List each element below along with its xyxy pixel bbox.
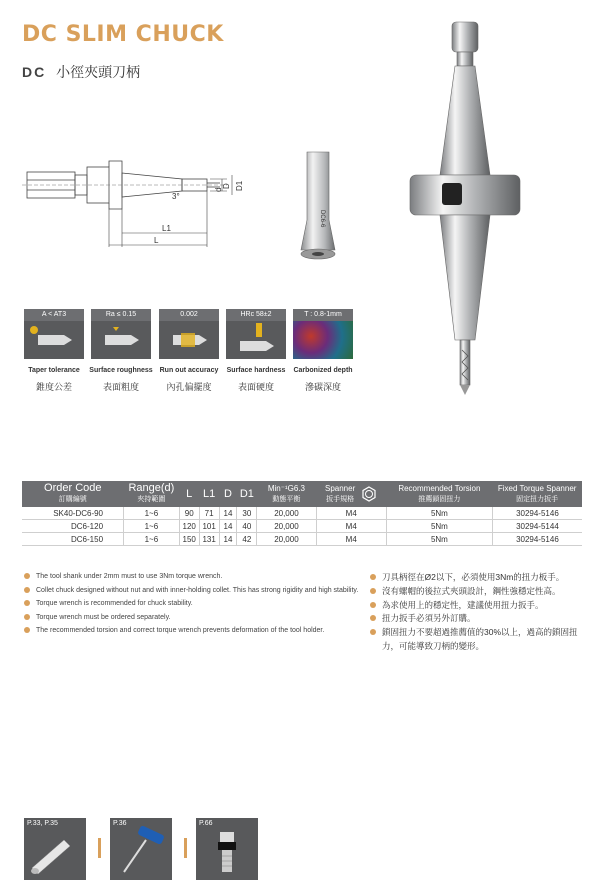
collet-icon [24,818,86,880]
cell-L1: 131 [199,533,219,546]
page-title: DC SLIM CHUCK [22,22,224,47]
cell-spanner: M4 [316,520,386,533]
feature-en-label: Surface roughness [89,367,153,374]
feature-image [24,321,84,359]
cell-L: 150 [179,533,199,546]
cell-fixed: 30294-5146 [492,533,582,546]
cell-torsion: 5Nm [386,533,492,546]
cell-D1: 42 [237,533,257,546]
col-D1: D1 [237,481,257,507]
dim-angle-label: 3° [172,192,180,201]
feature-surface-hardness [226,309,286,359]
accessory-page-ref: P.33, P.35 [27,820,58,827]
note-item: 沒有螺帽的後拉式夾頭設計，鋼性強穩定性高。 [370,585,585,599]
cell-D: 14 [219,520,237,533]
feature-zh-label: 錐度公差 [35,382,72,392]
feature-en-label: Taper tolerance [28,367,80,374]
feature-en-label: Run out accuracy [159,367,219,374]
cell-L1: 101 [199,520,219,533]
spec-table [22,481,582,546]
col-fixed-torque: Fixed Torque Spanner 固定扭力扳手 [492,481,582,507]
dim-D-label: D [222,183,231,189]
note-item: Torque wrench is recommended for chuck stability. [24,599,364,613]
feature-zh-label: 表面粗度 [102,382,139,392]
cell-L1: 71 [199,507,219,520]
cell-fixed: 30294-5144 [492,520,582,533]
collet-image [293,150,343,265]
separator [184,838,187,858]
page-subtitle [22,62,140,82]
dim-d-label: d [214,187,223,192]
feature-image [226,321,286,359]
note-item: 刀具柄徑在Ø2以下，必須使用3Nm的扭力板手。 [370,571,585,585]
col-order-code: Order Code 訂購編號 [22,481,124,507]
col-L: L [179,481,199,507]
note-item: Torque wrench must be ordered separately. [24,613,364,627]
note-item: The tool shank under 2mm must to use 3Nm torque wrench. [24,572,364,586]
feature-badge: A < AT3 [24,309,84,321]
cell-balance: 20,000 [257,520,316,533]
accessory-page-ref: P.36 [113,820,127,827]
table-row [22,507,582,520]
cell-code: DC6-120 [22,520,124,533]
note-item: 鎖固扭力不要超過推薦值的30%以上，過高的鎖固扭力，可能導致刀柄的變形。 [370,626,585,654]
col-torsion: Recommended Torsion 推薦鎖固扭力 [386,481,492,507]
feature-en-label: Carbonized depth [293,367,353,374]
notes-english [24,572,364,640]
feature-badge: HRc 58±2 [226,309,286,321]
table-header-row [22,481,582,507]
cell-balance: 20,000 [257,533,316,546]
torque-wrench-icon [110,818,172,880]
cell-code: DC6-150 [22,533,124,546]
feature-taper-tolerance [24,309,84,359]
cell-torsion: 5Nm [386,520,492,533]
note-item: 扭力扳手必須另外訂購。 [370,612,585,626]
note-item: The recommended torsion and correct torque wrench prevents deformation of the tool holder. [24,626,364,640]
subtitle-chinese: 小徑夾頭刀柄 [56,64,141,80]
cell-L: 90 [179,507,199,520]
cell-fixed: 30294-5146 [492,507,582,520]
feature-en-label: Surface hardness [226,367,286,374]
cell-D: 14 [219,533,237,546]
table-row [22,520,582,533]
accessory-collet[interactable] [24,818,86,880]
table-row [22,533,582,546]
collet-marking: DC6-6 [319,210,325,228]
notes-chinese [370,571,585,654]
cell-L: 120 [179,520,199,533]
feature-zh-label: 滲碳深度 [304,382,341,392]
accessory-pull-stud[interactable] [196,818,258,880]
cell-code: SK40-DC6-90 [22,507,124,520]
cell-D1: 30 [237,507,257,520]
feature-badge: 0.002 [159,309,219,321]
col-D: D [219,481,237,507]
cell-range: 1~6 [124,507,180,520]
feature-image [91,321,151,359]
col-L1: L1 [199,481,219,507]
feature-zh-label: 表面硬度 [237,382,274,392]
cell-balance: 20,000 [257,507,316,520]
cell-range: 1~6 [124,533,180,546]
accessory-page-ref: P.66 [199,820,213,827]
cell-range: 1~6 [124,520,180,533]
pull-stud-icon [196,818,258,880]
cell-spanner: M4 [316,533,386,546]
col-spanner: Spanner 扳手規格 [316,481,386,507]
feature-run-out-accuracy [159,309,219,359]
subtitle-code: DC [22,64,47,80]
feature-zh-label: 內孔偏擺度 [166,382,212,392]
feature-carbonized-depth [293,309,353,359]
feature-badge: T : 0.8-1mm [293,309,353,321]
tool-holder-image [400,20,530,400]
feature-image [159,321,219,359]
cell-spanner: M4 [316,507,386,520]
cell-D1: 40 [237,520,257,533]
technical-drawing [22,145,252,255]
cell-torsion: 5Nm [386,507,492,520]
dim-L1-label: L1 [162,224,171,233]
feature-surface-roughness [91,309,151,359]
note-item: 為求使用上的穩定性，建議使用扭力扳手。 [370,599,585,613]
accessory-torque-wrench[interactable] [110,818,172,880]
hex-nut-icon [361,486,377,502]
separator [98,838,101,858]
cell-D: 14 [219,507,237,520]
note-item: Collet chuck designed without nut and with inner-holding collet. This has strong rigidity and high stability. [24,586,364,600]
dim-L-label: L [154,236,159,245]
col-range: Range(d) 夾持範圍 [124,481,180,507]
carbonized-texture-image [293,321,353,359]
dim-D1-label: D1 [235,180,244,191]
feature-badge: Ra ≤ 0.15 [91,309,151,321]
col-balance: Min⁻¹G6.3 動態平衡 [257,481,316,507]
